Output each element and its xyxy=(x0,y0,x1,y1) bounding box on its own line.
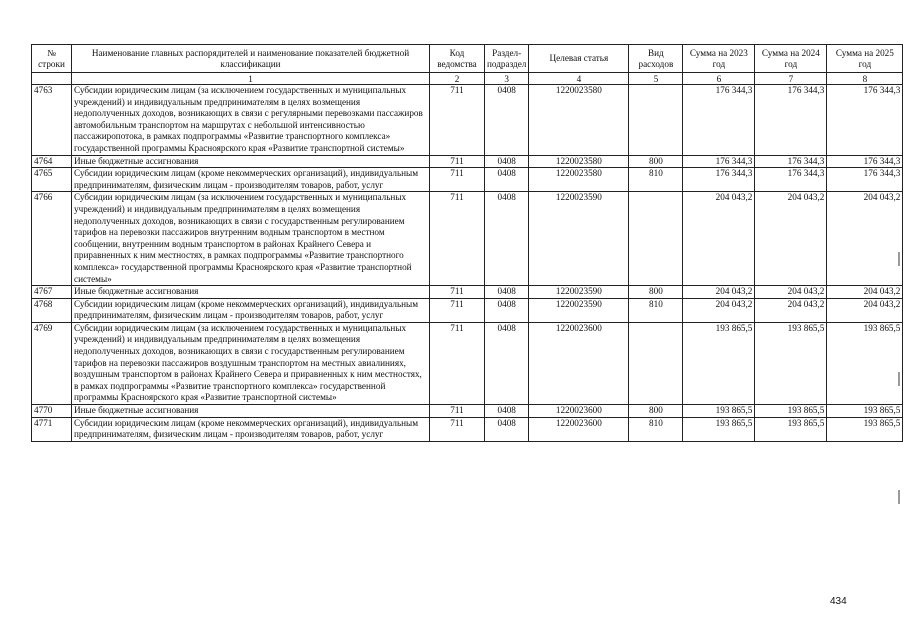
header-row-number: № строки xyxy=(32,45,72,73)
sum-2023: 176 344,3 xyxy=(683,85,755,156)
section-code: 0408 xyxy=(485,417,529,441)
row-name: Иные бюджетные ассигнования xyxy=(72,286,430,299)
sum-2023: 193 865,5 xyxy=(683,405,755,418)
target-article: 1220023600 xyxy=(529,405,629,418)
section-code: 0408 xyxy=(485,322,529,404)
sum-2023: 193 865,5 xyxy=(683,417,755,441)
section-code: 0408 xyxy=(485,85,529,156)
section-code: 0408 xyxy=(485,405,529,418)
expense-type xyxy=(629,85,683,156)
row-number: 4767 xyxy=(32,286,72,299)
column-number: 1 xyxy=(72,73,430,85)
table-row xyxy=(32,168,903,192)
scan-edge-mark xyxy=(898,490,900,504)
row-number: 4768 xyxy=(32,298,72,322)
sum-2025: 193 865,5 xyxy=(827,405,903,418)
header-department-code: Код ведомства xyxy=(430,45,485,73)
section-code: 0408 xyxy=(485,168,529,192)
table-row xyxy=(32,286,903,299)
department-code: 711 xyxy=(430,286,485,299)
column-number: 5 xyxy=(629,73,683,85)
target-article: 1220023580 xyxy=(529,168,629,192)
row-number: 4765 xyxy=(32,168,72,192)
row-name: Субсидии юридическим лицам (кроме некоммерческих организаций), индивидуальным предпринимателям, физическим лицам - производителям товаров, работ, услуг xyxy=(72,168,430,192)
header-target-article: Целевая статья xyxy=(529,45,629,73)
header-name: Наименование главных распорядителей и наименование показателей бюджетной классификации xyxy=(72,45,430,73)
section-code: 0408 xyxy=(485,286,529,299)
column-number: 7 xyxy=(755,73,827,85)
department-code: 711 xyxy=(430,155,485,168)
sum-2023: 204 043,2 xyxy=(683,192,755,286)
header-expense-type: Вид расходов xyxy=(629,45,683,73)
sum-2024: 193 865,5 xyxy=(755,405,827,418)
header-section: Раздел-подраздел xyxy=(485,45,529,73)
expense-type: 800 xyxy=(629,286,683,299)
row-number: 4771 xyxy=(32,417,72,441)
header-sum-2023: Сумма на 2023 год xyxy=(683,45,755,73)
target-article: 1220023590 xyxy=(529,286,629,299)
target-article: 1220023580 xyxy=(529,85,629,156)
department-code: 711 xyxy=(430,298,485,322)
sum-2024: 204 043,2 xyxy=(755,192,827,286)
row-name: Субсидии юридическим лицам (за исключением государственных и муниципальных учреждений) и индивидуальным предпринимателям в целях возмещения недополученных доходов, возникающих в связи с государственным регулированием тарифов на перевозки пассажиров внутренним водным транспортом в местном сообщении, внутренним водным транспортом в районах Крайнего Севера и приравненных к ним местностях, в рамках подпрограммы «Развитие транспортного комплекса» государственной программы Красноярского края «Развитие транспортной системы» xyxy=(72,192,430,286)
sum-2025: 176 344,3 xyxy=(827,155,903,168)
sum-2024: 193 865,5 xyxy=(755,322,827,404)
section-code: 0408 xyxy=(485,155,529,168)
expense-type: 810 xyxy=(629,417,683,441)
sum-2024: 204 043,2 xyxy=(755,298,827,322)
sum-2023: 176 344,3 xyxy=(683,155,755,168)
column-number: 3 xyxy=(485,73,529,85)
row-name: Субсидии юридическим лицам (кроме некоммерческих организаций), индивидуальным предпринимателям, физическим лицам - производителям товаров, работ, услуг xyxy=(72,298,430,322)
sum-2025: 204 043,2 xyxy=(827,192,903,286)
scan-edge-mark xyxy=(898,372,900,386)
department-code: 711 xyxy=(430,417,485,441)
row-name: Субсидии юридическим лицам (за исключением государственных и муниципальных учреждений) и индивидуальным предпринимателям в целях возмещения недополученных доходов, возникающих в связи с регулярными перевозками пассажиров автомобильным транспортом на маршрутах с небольшой интенсивностью пассажиропотока, в рамках подпрограммы «Развитие транспортного комплекса» государственной программы Красноярского края «Развитие транспортной системы» xyxy=(72,85,430,156)
sum-2024: 176 344,3 xyxy=(755,168,827,192)
sum-2025: 193 865,5 xyxy=(827,322,903,404)
row-name: Субсидии юридическим лицам (за исключением государственных и муниципальных учреждений) и индивидуальным предпринимателям в целях возмещения недополученных доходов, возникающих в связи с государственным регулированием тарифов на перевозки пассажиров воздушным транспортом на местных авиалиниях, воздушным транспортом в районах Крайнего Севера и приравненных к ним местностях, в рамках подпрограммы «Развитие транспортного комплекса» государственной программы Красноярского края «Развитие транспортной системы» xyxy=(72,322,430,404)
sum-2024: 176 344,3 xyxy=(755,155,827,168)
department-code: 711 xyxy=(430,192,485,286)
sum-2023: 193 865,5 xyxy=(683,322,755,404)
target-article: 1220023600 xyxy=(529,322,629,404)
target-article: 1220023590 xyxy=(529,192,629,286)
section-code: 0408 xyxy=(485,298,529,322)
expense-type: 800 xyxy=(629,405,683,418)
header-sum-2024: Сумма на 2024 год xyxy=(755,45,827,73)
table-row xyxy=(32,417,903,441)
expense-type xyxy=(629,322,683,404)
sum-2024: 204 043,2 xyxy=(755,286,827,299)
expense-type: 810 xyxy=(629,168,683,192)
row-number: 4770 xyxy=(32,405,72,418)
sum-2023: 204 043,2 xyxy=(683,286,755,299)
row-number: 4769 xyxy=(32,322,72,404)
target-article: 1220023590 xyxy=(529,298,629,322)
row-name: Иные бюджетные ассигнования xyxy=(72,405,430,418)
sum-2025: 176 344,3 xyxy=(827,85,903,156)
column-number: 2 xyxy=(430,73,485,85)
row-number: 4766 xyxy=(32,192,72,286)
sum-2024: 176 344,3 xyxy=(755,85,827,156)
table-row xyxy=(32,298,903,322)
department-code: 711 xyxy=(430,85,485,156)
table-row xyxy=(32,405,903,418)
target-article: 1220023580 xyxy=(529,155,629,168)
column-number-row xyxy=(32,73,903,85)
row-name: Иные бюджетные ассигнования xyxy=(72,155,430,168)
expense-type: 810 xyxy=(629,298,683,322)
sum-2024: 193 865,5 xyxy=(755,417,827,441)
column-number: 8 xyxy=(827,73,903,85)
sum-2023: 204 043,2 xyxy=(683,298,755,322)
page-number: 434 xyxy=(830,596,847,607)
table-row xyxy=(32,85,903,156)
column-number: 6 xyxy=(683,73,755,85)
sum-2025: 204 043,2 xyxy=(827,298,903,322)
section-code: 0408 xyxy=(485,192,529,286)
scan-edge-mark xyxy=(898,252,900,266)
budget-table xyxy=(31,44,903,442)
department-code: 711 xyxy=(430,168,485,192)
sum-2025: 193 865,5 xyxy=(827,417,903,441)
column-number: 4 xyxy=(529,73,629,85)
table-body xyxy=(32,85,903,442)
table-header xyxy=(32,45,903,85)
header-sum-2025: Сумма на 2025 год xyxy=(827,45,903,73)
department-code: 711 xyxy=(430,405,485,418)
department-code: 711 xyxy=(430,322,485,404)
column-number-empty xyxy=(32,73,72,85)
sum-2025: 176 344,3 xyxy=(827,168,903,192)
target-article: 1220023600 xyxy=(529,417,629,441)
sum-2025: 204 043,2 xyxy=(827,286,903,299)
sum-2023: 176 344,3 xyxy=(683,168,755,192)
table-row xyxy=(32,192,903,286)
row-number: 4763 xyxy=(32,85,72,156)
row-name: Субсидии юридическим лицам (кроме некоммерческих организаций), индивидуальным предпринимателям, физическим лицам - производителям товаров, работ, услуг xyxy=(72,417,430,441)
row-number: 4764 xyxy=(32,155,72,168)
table-row xyxy=(32,322,903,404)
table-row xyxy=(32,155,903,168)
expense-type xyxy=(629,192,683,286)
expense-type: 800 xyxy=(629,155,683,168)
